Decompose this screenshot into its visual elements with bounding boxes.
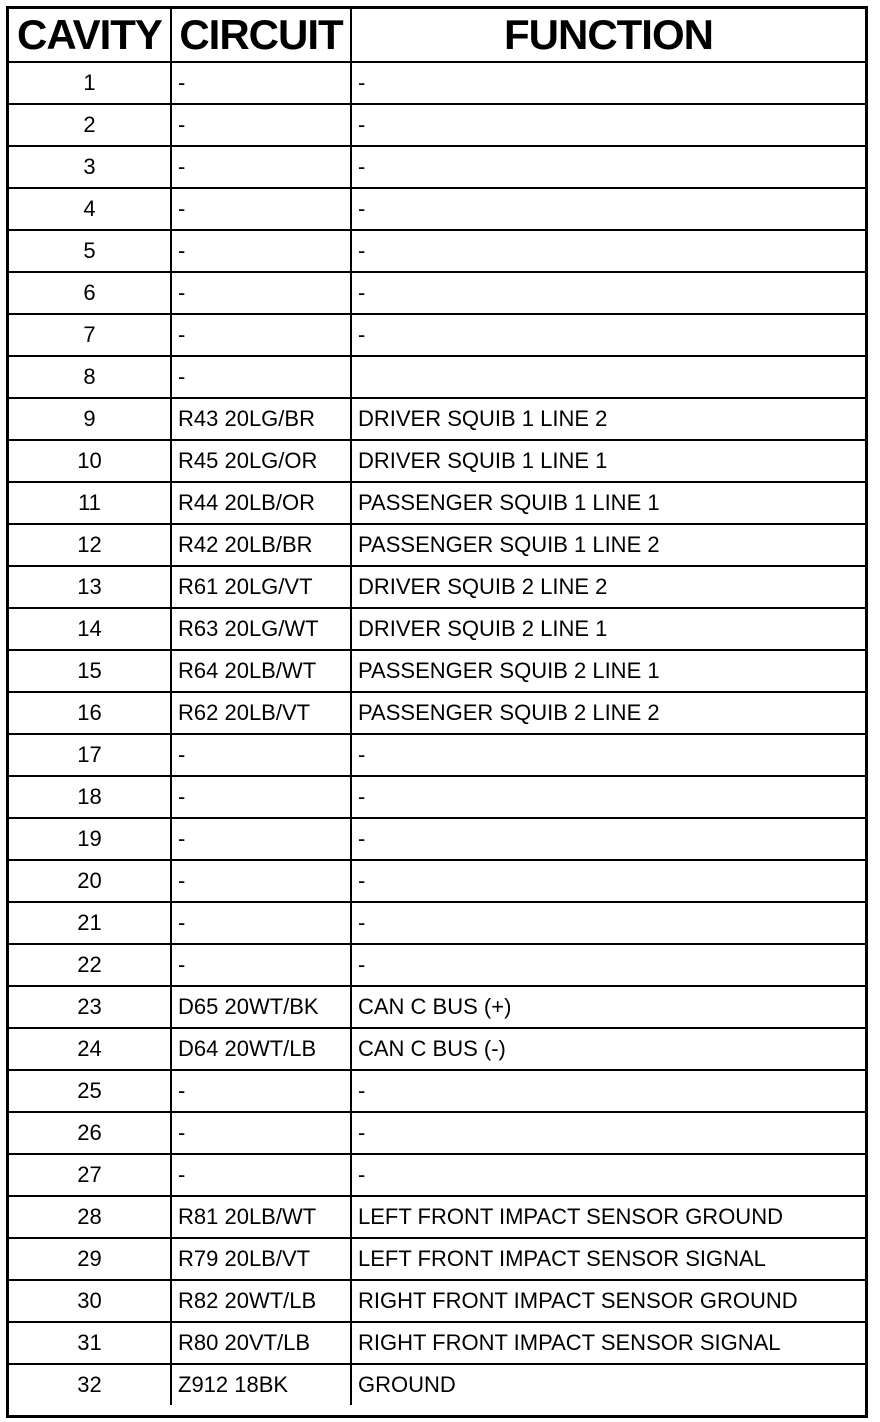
table-row <box>9 692 865 734</box>
function-cell: - <box>351 860 865 902</box>
function-cell: GROUND <box>351 1364 865 1405</box>
table-row <box>9 1028 865 1070</box>
table-row <box>9 398 865 440</box>
circuit-cell: D65 20WT/BK <box>171 986 351 1028</box>
header-circuit: CIRCUIT <box>171 9 351 62</box>
cavity-cell: 25 <box>9 1070 171 1112</box>
table-row <box>9 1364 865 1405</box>
cavity-cell: 5 <box>9 230 171 272</box>
circuit-cell: - <box>171 62 351 104</box>
function-cell <box>351 356 865 398</box>
table-row <box>9 650 865 692</box>
circuit-cell: - <box>171 1070 351 1112</box>
circuit-cell: R64 20LB/WT <box>171 650 351 692</box>
cavity-cell: 23 <box>9 986 171 1028</box>
circuit-cell: - <box>171 1154 351 1196</box>
cavity-cell: 14 <box>9 608 171 650</box>
cavity-cell: 31 <box>9 1322 171 1364</box>
function-cell: LEFT FRONT IMPACT SENSOR SIGNAL <box>351 1238 865 1280</box>
table-row <box>9 1322 865 1364</box>
cavity-cell: 8 <box>9 356 171 398</box>
cavity-cell: 22 <box>9 944 171 986</box>
table-row <box>9 1280 865 1322</box>
table-row <box>9 440 865 482</box>
table-row <box>9 230 865 272</box>
table-row <box>9 608 865 650</box>
function-cell: LEFT FRONT IMPACT SENSOR GROUND <box>351 1196 865 1238</box>
circuit-cell: - <box>171 776 351 818</box>
circuit-cell: R45 20LG/OR <box>171 440 351 482</box>
table-row <box>9 482 865 524</box>
circuit-cell: - <box>171 104 351 146</box>
cavity-cell: 32 <box>9 1364 171 1405</box>
circuit-cell: Z912 18BK <box>171 1364 351 1405</box>
circuit-cell: - <box>171 1112 351 1154</box>
table-row <box>9 1070 865 1112</box>
circuit-cell: R42 20LB/BR <box>171 524 351 566</box>
circuit-cell: D64 20WT/LB <box>171 1028 351 1070</box>
cavity-cell: 27 <box>9 1154 171 1196</box>
function-cell: - <box>351 776 865 818</box>
table-row <box>9 188 865 230</box>
table-row <box>9 944 865 986</box>
circuit-cell: - <box>171 734 351 776</box>
function-cell: - <box>351 188 865 230</box>
table-body <box>9 62 865 1405</box>
cavity-cell: 18 <box>9 776 171 818</box>
table-row <box>9 104 865 146</box>
table-row <box>9 1196 865 1238</box>
function-cell: PASSENGER SQUIB 1 LINE 2 <box>351 524 865 566</box>
circuit-cell: - <box>171 272 351 314</box>
cavity-cell: 20 <box>9 860 171 902</box>
circuit-cell: R43 20LG/BR <box>171 398 351 440</box>
function-cell: - <box>351 818 865 860</box>
function-cell: - <box>351 1154 865 1196</box>
cavity-cell: 4 <box>9 188 171 230</box>
function-cell: PASSENGER SQUIB 2 LINE 2 <box>351 692 865 734</box>
cavity-cell: 28 <box>9 1196 171 1238</box>
cavity-cell: 1 <box>9 62 171 104</box>
table-row <box>9 62 865 104</box>
function-cell: - <box>351 1112 865 1154</box>
cavity-cell: 24 <box>9 1028 171 1070</box>
table-row <box>9 1238 865 1280</box>
function-cell: - <box>351 146 865 188</box>
function-cell: - <box>351 314 865 356</box>
cavity-cell: 6 <box>9 272 171 314</box>
function-cell: - <box>351 1070 865 1112</box>
function-cell: DRIVER SQUIB 2 LINE 1 <box>351 608 865 650</box>
function-cell: - <box>358 70 366 95</box>
cavity-cell: 7 <box>9 314 171 356</box>
circuit-cell: R80 20VT/LB <box>171 1322 351 1364</box>
function-cell: CAN C BUS (+) <box>351 986 865 1028</box>
cavity-cell: 13 <box>9 566 171 608</box>
cavity-cell: 2 <box>9 104 171 146</box>
table-row <box>9 902 865 944</box>
function-cell: DRIVER SQUIB 2 LINE 2 <box>351 566 865 608</box>
cavity-cell: 30 <box>9 1280 171 1322</box>
circuit-cell: - <box>171 314 351 356</box>
function-cell: - <box>351 230 865 272</box>
connector-pinout-table <box>6 6 868 1418</box>
cavity-cell: 11 <box>9 482 171 524</box>
table-row <box>9 272 865 314</box>
circuit-cell: R44 20LB/OR <box>171 482 351 524</box>
circuit-cell: R62 20LB/VT <box>171 692 351 734</box>
cavity-cell: 12 <box>9 524 171 566</box>
cavity-cell: 10 <box>9 440 171 482</box>
cavity-cell: 15 <box>9 650 171 692</box>
circuit-cell: - <box>171 230 351 272</box>
function-cell: - <box>351 944 865 986</box>
function-cell: PASSENGER SQUIB 1 LINE 1 <box>351 482 865 524</box>
cavity-cell: 3 <box>9 146 171 188</box>
circuit-cell: R82 20WT/LB <box>171 1280 351 1322</box>
circuit-cell: R61 20LG/VT <box>171 566 351 608</box>
function-cell: RIGHT FRONT IMPACT SENSOR GROUND <box>351 1280 865 1322</box>
table-row <box>9 1112 865 1154</box>
table-row <box>9 1154 865 1196</box>
cavity-cell: 21 <box>9 902 171 944</box>
cavity-cell: 17 <box>9 734 171 776</box>
function-cell: CAN C BUS (-) <box>351 1028 865 1070</box>
circuit-cell: - <box>171 146 351 188</box>
function-cell: DRIVER SQUIB 1 LINE 2 <box>351 398 865 440</box>
circuit-cell: - <box>171 902 351 944</box>
circuit-cell: R81 20LB/WT <box>171 1196 351 1238</box>
table-row <box>9 860 865 902</box>
cavity-cell: 26 <box>9 1112 171 1154</box>
header-function: FUNCTION <box>351 9 865 62</box>
cavity-cell: 19 <box>9 818 171 860</box>
function-cell: - <box>351 734 865 776</box>
circuit-cell: - <box>171 356 351 398</box>
function-cell: - <box>351 272 865 314</box>
table-row <box>9 356 865 398</box>
pinout-table <box>9 9 865 1405</box>
function-cell: RIGHT FRONT IMPACT SENSOR SIGNAL <box>351 1322 865 1364</box>
table-row <box>9 818 865 860</box>
cavity-cell: 9 <box>9 398 171 440</box>
circuit-cell: - <box>171 944 351 986</box>
circuit-cell: - <box>171 188 351 230</box>
circuit-cell: R63 20LG/WT <box>171 608 351 650</box>
header-row <box>9 9 865 62</box>
function-cell: - <box>351 104 865 146</box>
table-row <box>9 986 865 1028</box>
cavity-cell: 29 <box>9 1238 171 1280</box>
function-cell: DRIVER SQUIB 1 LINE 1 <box>351 440 865 482</box>
table-row <box>9 524 865 566</box>
header-cavity: CAVITY <box>9 9 171 62</box>
function-cell: PASSENGER SQUIB 2 LINE 1 <box>351 650 865 692</box>
cavity-cell: 16 <box>9 692 171 734</box>
table-row <box>9 566 865 608</box>
circuit-cell: R79 20LB/VT <box>171 1238 351 1280</box>
circuit-cell: - <box>171 860 351 902</box>
table-row <box>9 146 865 188</box>
function-cell: - <box>351 902 865 944</box>
table-row <box>9 776 865 818</box>
circuit-cell: - <box>171 818 351 860</box>
table-row <box>9 734 865 776</box>
table-row <box>9 314 865 356</box>
